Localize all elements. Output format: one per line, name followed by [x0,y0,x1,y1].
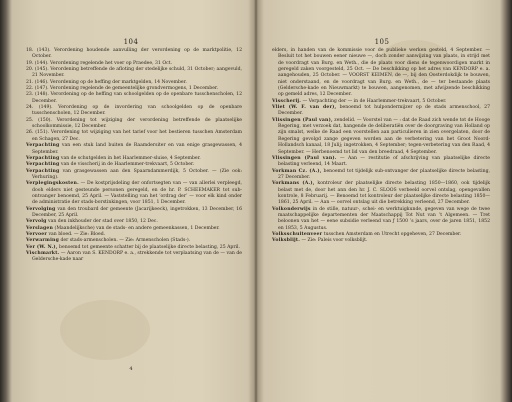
entry-body: tusschen Amsterdam en Utrecht opgeheven, 27 December. [323,231,462,237]
entry-body: 25. (150). Verordening tot wijziging der verordening betreffende de plaatselijke schoolkommissie, 12 December. [26,117,242,130]
index-entry [26,251,242,264]
entry-body: 26. (151). Verordening tot wijziging van het tarief voor het bestieren tusschen Amsterdam en Schagen, 27 Dec. [26,130,242,142]
entry-body: 21. (146). Verordening op de heffing der marktgelden, 14 November. [26,79,187,85]
page-number: 104 [123,38,139,46]
index-entry [272,181,490,206]
entry-head: Visscherij. [272,98,302,104]
index-entry [26,181,242,206]
entry-body: — Zie: Paleis voor volksblijt. [301,238,368,244]
entry-head: Verpachting [26,155,60,161]
entry-head: Vervoer [26,231,47,237]
entry-body: 22. (147). Verordening regelende de gemeentelijke grondvermogens, 1 December. [26,86,219,92]
entry-head: Vischmarkt. [26,251,60,256]
entry-head: Vervolg [26,219,47,225]
page-text [26,48,242,264]
index-entry [272,118,490,156]
entry-body: van den troubard der gemeente (Jacarijkeeck), ingetrokken, 13 December, 16 December, 25 April. [32,206,242,218]
index-entry [272,207,490,232]
entry-body: van den inkhouder der stad over 1850, 12 Dec. [48,219,158,225]
entry-body: elders, in handen van de kommissie voor de publieke werken gesteld, 4 September. — Besluit tot het bouwen eener nieuwe —, doch zonder aanwijzing van plaats, in strijd met de voordragt van Burg. en Weth., die de plaats voor diens de tegenwoordigen markt in geregeld zaken voorgesteld, 25 Oct. — De beschikking op het adres van KENDORP e. a. aangehouden, 25 October. — VOORST KEIMEN, de —, bij den Oosterdokdijk te bouwen, niet onderstaand, en de voordragt van Burg. en Weth., de — ter bestaande plaats (Geldersche-kade en Nieuwmarkt) te bouwen, aangenomen, met afwijzende beschikking op gemeld adres, 12 December. [272,48,490,98]
entry-head: Volksblijt. [272,238,301,244]
entry-body: van de schutgelden in het Haarlemmer-sluise, 4 September. [60,155,201,161]
entry-body: van de visscherij in de Haarlemmer-trekvaart, 5 October. [60,162,195,168]
index-entry [26,67,242,80]
entry-body: — Aan — restitutie of afschrijving van plaatselijke directe belasting verleend, 14 Maart. [278,155,490,168]
signature-mark: 4 [129,366,133,372]
index-entry [26,92,242,105]
entry-head: Ver (W. N.), [26,244,58,250]
entry-body: — Verpachting der — in de Haarlemmer-trekvaart, 5 October. [302,98,447,104]
entry-body: — De kostprijsdeling der onfortsegten van — van allerlei verpleegd, dooh elders niet gesteunde personen geregeld, en de hr. P. SCHEEMAKER tot sub-ontvanger benoemd, 25 April. — Vaststelling van het ‘ordrag der’ — voor elk kind onder de administratie der stads-borstinkingen, voor 1851, 1 December. [32,181,242,206]
right-page [264,0,500,402]
index-entry [272,238,490,244]
entry-head: Volkonderwijs [272,206,311,212]
entry-body: 23. (148). Verordening op de heffing van schoolgelden op de openbare tusschenscholen, 12 December. [26,92,242,104]
entry-head: Verpachting [26,162,60,168]
entry-body: — Aaron van S. KENDORP e. a., strekkende tot verplaatsing van de — van de Geldersche-kade naar [32,251,242,263]
entry-body: zendelid. — Voorstel van — : dat de Raad zich wende tot de Hooge Regering, met verzoek dat, hangende de deliberatiën over de doorgraving van Holland op zijn smalst, welke de Raad een voorstellen aan particulieren in zien overgelaten, door de Regering gevolgd zange gegeven worden aan de verbetering van het Groot Noord-Hollandsch kanaal, 18 Julij; ingetrokken, 4 September; tegen-verbetering van den Raad, 4 September. — Herbenoemd tot lid van den breedraad, 4 September. [278,117,490,155]
index-entry [26,143,242,156]
entry-body: kontroleur der plaatselijke directe belasting 1850—1860, ook tijdelijk belast met de, door het ann den hr. J. C. SLOOS verbeeld oorvel ontslag, opengevallen kontrole, 8 Februarij. — Benoemd tot kontroleur der plaatselijke directe belasting 1850—1861, 25 April. — Aan — oorvel ontslag uit die betrekking verleend, 27 December. [278,181,490,206]
entry-body: 18. (143). Verordening houdende aanvulling der verordening op de marktpolitie, 12 October. [26,48,242,60]
entry-body: van grasgewassen aan den Spaarndammerdijk, 5 October. — (Zie ook: Verhuring). [32,168,242,180]
index-entry [272,105,490,118]
entry-head: Verpachting [26,168,60,174]
entry-body: der stads-armenscholen. — Zie: Armenscholen (Stads-). [60,238,191,244]
index-entry [26,169,242,182]
entry-body: benoemd tot hulpondermijzer op de stads armenschool, 27 December. [278,105,490,117]
entry-body: benoemd tot tijdelijk sub-ontvanger der plaatselijke directe belasting, 27 December. [278,168,490,180]
entry-head: Verwarming [26,238,59,244]
entry-body: 24. (149). Verordening op de invordering van schoolgelden op de openbare tusschenscholen, 12 December. [26,105,242,117]
entry-head: Verplegingskosten. [26,181,79,187]
index-entry [26,207,242,220]
entry-head: Vorkmans (A.), [272,181,315,187]
entry-body: (Maandelijksche) van de stads- en andere gemeenkassen, 1 December. [54,225,220,231]
index-entry [26,130,242,143]
page-text [272,48,490,245]
entry-body: van een stuk land buiten de Raamdersiter en van enige grasgewassen, 4 September. [32,143,242,155]
entry-head: Verslagen [26,225,54,231]
entry-body: in de stille, natuur-, schei- en werktuigkunde, gegeven van wege de twee maatschappelijke departementen der Maatschappij Tot Nut van ’t Algemeen. — Tret beloonen van het — eene subsidie verleend van ƒ 1500 ’s jaars, over de jaren 1851, 1852 en 1853, 5 Augustus. [278,206,490,231]
index-entry [26,105,242,118]
entry-head: Verpachting [26,143,60,149]
entry-head: Volksschuitenveer [272,231,323,237]
page-number: 105 [374,38,390,46]
entry-head: Vlissingen (Paul van), [272,117,333,123]
index-entry [26,118,242,131]
index-entry [26,48,242,61]
entry-body: benoemd tot gemeente schatter bij de plaatselijke directe belasting, 25 April. [59,244,240,250]
entry-head: Vervolging [26,206,56,212]
left-page [14,0,248,402]
entry-body: 20. (145). Verordening betreffende de afloting der stedelijke schuld, 31 October; aangevuld, 21 November. [26,67,242,79]
entry-body: 19. (144). Verordening regelende het voer op Praedee, 31 Oct. [26,60,172,66]
entry-head: Vliet (W. F. van der), [272,105,337,111]
entry-head: Vorkman Cz. (A.), [272,168,322,174]
index-entry [272,48,490,99]
entry-body: van bloed. — Zie: Bloed. [48,231,106,237]
index-entry [272,156,490,169]
entry-head: Vlissingen (Paul van). [272,155,337,161]
index-entry [272,169,490,182]
